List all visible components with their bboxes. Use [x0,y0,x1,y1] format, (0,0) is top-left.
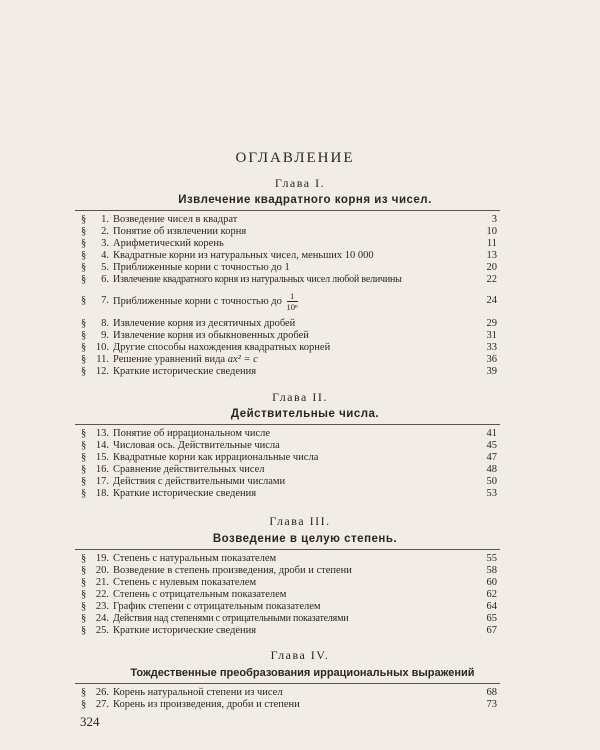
section-sign: § [81,226,87,237]
section-sign: § [81,565,87,576]
section-sign: § [81,699,87,710]
entry-number: 14. [95,440,109,451]
entry-number: 9. [101,330,109,341]
chapter-3-title: Возведение в целую степень. [212,533,398,545]
entry-title: Степень с отрицательным показателем [113,589,287,600]
chapter-4-rule [75,683,500,684]
entry-page: 64 [486,601,497,612]
entry-title: Числовая ось. Действительные числа [113,440,280,451]
toc-entry [81,601,497,613]
entry-title: Действия с действительными числами [113,476,286,487]
section-sign: § [81,440,87,451]
toc-entry [81,565,497,577]
formula: ax² = c [227,354,258,365]
chapter-4-label: Глава IV. [270,648,330,662]
toc-entry [81,476,497,488]
entry-title: Другие способы нахождения квадратных корней [113,342,331,353]
entry-title: Корень натуральной степени из чисел [113,687,283,698]
page-number: 324 [80,714,100,729]
toc-entry [81,262,497,274]
section-sign: § [81,452,87,463]
section-sign: § [81,428,87,439]
entry-page: 48 [486,464,497,475]
toc-entry [81,354,497,366]
entry-page: 53 [486,488,497,499]
chapter-2-rule [75,424,500,425]
entry-title [113,354,258,366]
chapter-3-label: Глава III. [269,514,331,528]
entry-page: 45 [486,440,497,451]
section-sign: § [81,577,87,588]
entry-title: Возведение в степень произведения, дроби и степени [113,565,352,576]
entry-page: 65 [486,613,497,624]
section-sign: § [81,250,87,261]
chapter-2-title: Действительные числа. [230,408,380,420]
chapter-1-title: Извлечение квадратного корня из чисел. [178,194,432,206]
toc-entry [81,699,497,711]
entry-page: 31 [486,330,497,341]
entry-title: Квадратные корни как иррациональные числа [113,452,319,463]
section-sign: § [81,553,87,564]
entry-page: 13 [486,250,497,261]
section-sign: § [81,214,87,225]
toc-entry [81,292,497,310]
toc-entry [81,577,497,589]
entry-number: 11. [96,354,109,365]
entry-page: 24 [486,295,497,306]
toc-entry [81,274,497,286]
toc-entry [81,250,497,262]
section-sign: § [81,295,87,306]
entry-number: 25. [95,625,109,636]
section-sign: § [81,613,87,624]
toc-entry [81,687,497,699]
entry-page: 11 [486,238,497,249]
entry-number: 4. [101,250,109,261]
entry-page: 10 [486,226,497,237]
entry-number: 20. [95,565,109,576]
entry-page: 29 [486,318,497,329]
entry-page: 22 [486,274,497,285]
section-sign: § [81,601,87,612]
chapter-1-label: Глава I. [274,176,326,190]
entry-number: 22. [95,589,109,600]
entry-number: 10. [95,342,109,353]
section-sign: § [81,589,87,600]
entry-page: 41 [486,428,497,439]
section-sign: § [81,476,87,487]
toc-entry [81,366,497,378]
toc-entry [81,589,497,601]
entry-title: Степень с нулевым показателем [113,577,257,588]
entry-title: Возведение чисел в квадрат [113,214,238,225]
toc-entry [81,214,497,226]
entry-title [113,292,298,311]
entry-number: 8. [101,318,109,329]
entry-number: 21. [95,577,109,588]
entry-number: 23. [95,601,109,612]
entry-number: 18. [95,488,109,499]
fraction [287,292,298,311]
entry-title: Приближенные корни с точностью до 1 [113,262,290,273]
toc-entry [81,613,497,625]
entry-number: 15. [95,452,109,463]
entry-page: 39 [486,366,497,377]
entry-number: 13. [95,428,109,439]
entry-page: 73 [486,699,497,710]
toc-entry [81,226,497,238]
toc-entry [81,440,497,452]
section-sign: § [81,330,87,341]
toc-entry [81,452,497,464]
entry-number: 17. [95,476,109,487]
entry-title: Квадратные корни из натуральных чисел, меньших 10 000 [113,250,374,261]
entry-page: 3 [491,214,497,225]
entry-page: 58 [486,565,497,576]
entry-number: 27. [95,699,109,710]
section-sign: § [81,262,87,273]
entry-page: 20 [486,262,497,273]
entry-page: 33 [486,342,497,353]
chapter-3-rule [75,549,500,550]
entry-title: Корень из произведения, дроби и степени [113,699,300,710]
entry-title: Краткие исторические сведения [113,625,257,636]
entry-title: Степень с натуральным показателем [113,553,277,564]
entry-title: Извлечение квадратного корня из натуральных чисел любой величины [113,274,402,285]
toc-entry [81,238,497,250]
section-sign: § [81,238,87,249]
entry-number: 6. [101,274,109,285]
entry-number: 5. [101,262,109,273]
entry-page: 67 [486,625,497,636]
entry-title: Извлечение корня из десятичных дробей [113,318,296,329]
section-sign: § [81,354,87,365]
chapter-2-label: Глава II. [272,390,328,404]
entry-number: 24. [95,613,109,624]
toc-entry [81,488,497,500]
entry-title: Понятие об извлечении корня [113,226,247,237]
entry-number: 26. [95,687,109,698]
toc-entry [81,342,497,354]
toc-entry [81,625,497,637]
entry-page: 62 [486,589,497,600]
section-sign: § [81,687,87,698]
entry-title: График степени с отрицательным показателем [113,601,321,612]
fraction-numerator: 1 [290,291,295,301]
section-sign: § [81,488,87,499]
entry-title: Извлечение корня из обыкновенных дробей [113,330,309,341]
toc-entry [81,428,497,440]
section-sign: § [81,274,87,285]
entry-page: 50 [486,476,497,487]
entry-page: 36 [486,354,497,365]
entry-title: Понятие об иррациональном числе [113,428,271,439]
section-sign: § [81,342,87,353]
entry-title: Арифметический корень [113,238,224,249]
toc-entry [81,464,497,476]
chapter-4-title: Тождественные преобразования иррациональных выражений [130,667,475,679]
toc-entry [81,318,497,330]
entry-number: 7. [101,295,109,306]
section-sign: § [81,625,87,636]
entry-title: Действия над степенями с отрицательными показателями [113,613,349,624]
chapter-1-rule [75,210,500,211]
entry-number: 16. [95,464,109,475]
entry-number: 12. [95,366,109,377]
toc-entry [81,330,497,342]
toc-entry [81,553,497,565]
entry-page: 68 [486,687,497,698]
entry-title-text: Приближенные корни с точностью до [113,295,282,307]
entry-page: 60 [486,577,497,588]
entry-page: 47 [486,452,497,463]
fraction-denominator: 10ⁿ [286,302,298,312]
entry-number: 3. [101,238,109,249]
section-sign: § [81,366,87,377]
entry-title: Сравнение действительных чисел [113,464,265,475]
entry-number: 19. [95,553,109,564]
section-sign: § [81,464,87,475]
entry-page: 55 [486,553,497,564]
section-sign: § [81,318,87,329]
entry-number: 1. [101,214,109,225]
entry-title: Краткие исторические сведения [113,366,257,377]
toc-heading: ОГЛАВЛЕНИЕ [235,150,355,166]
entry-title-text: Решение уравнений вида [113,354,226,365]
entry-number: 2. [101,226,109,237]
entry-title: Краткие исторические сведения [113,488,257,499]
